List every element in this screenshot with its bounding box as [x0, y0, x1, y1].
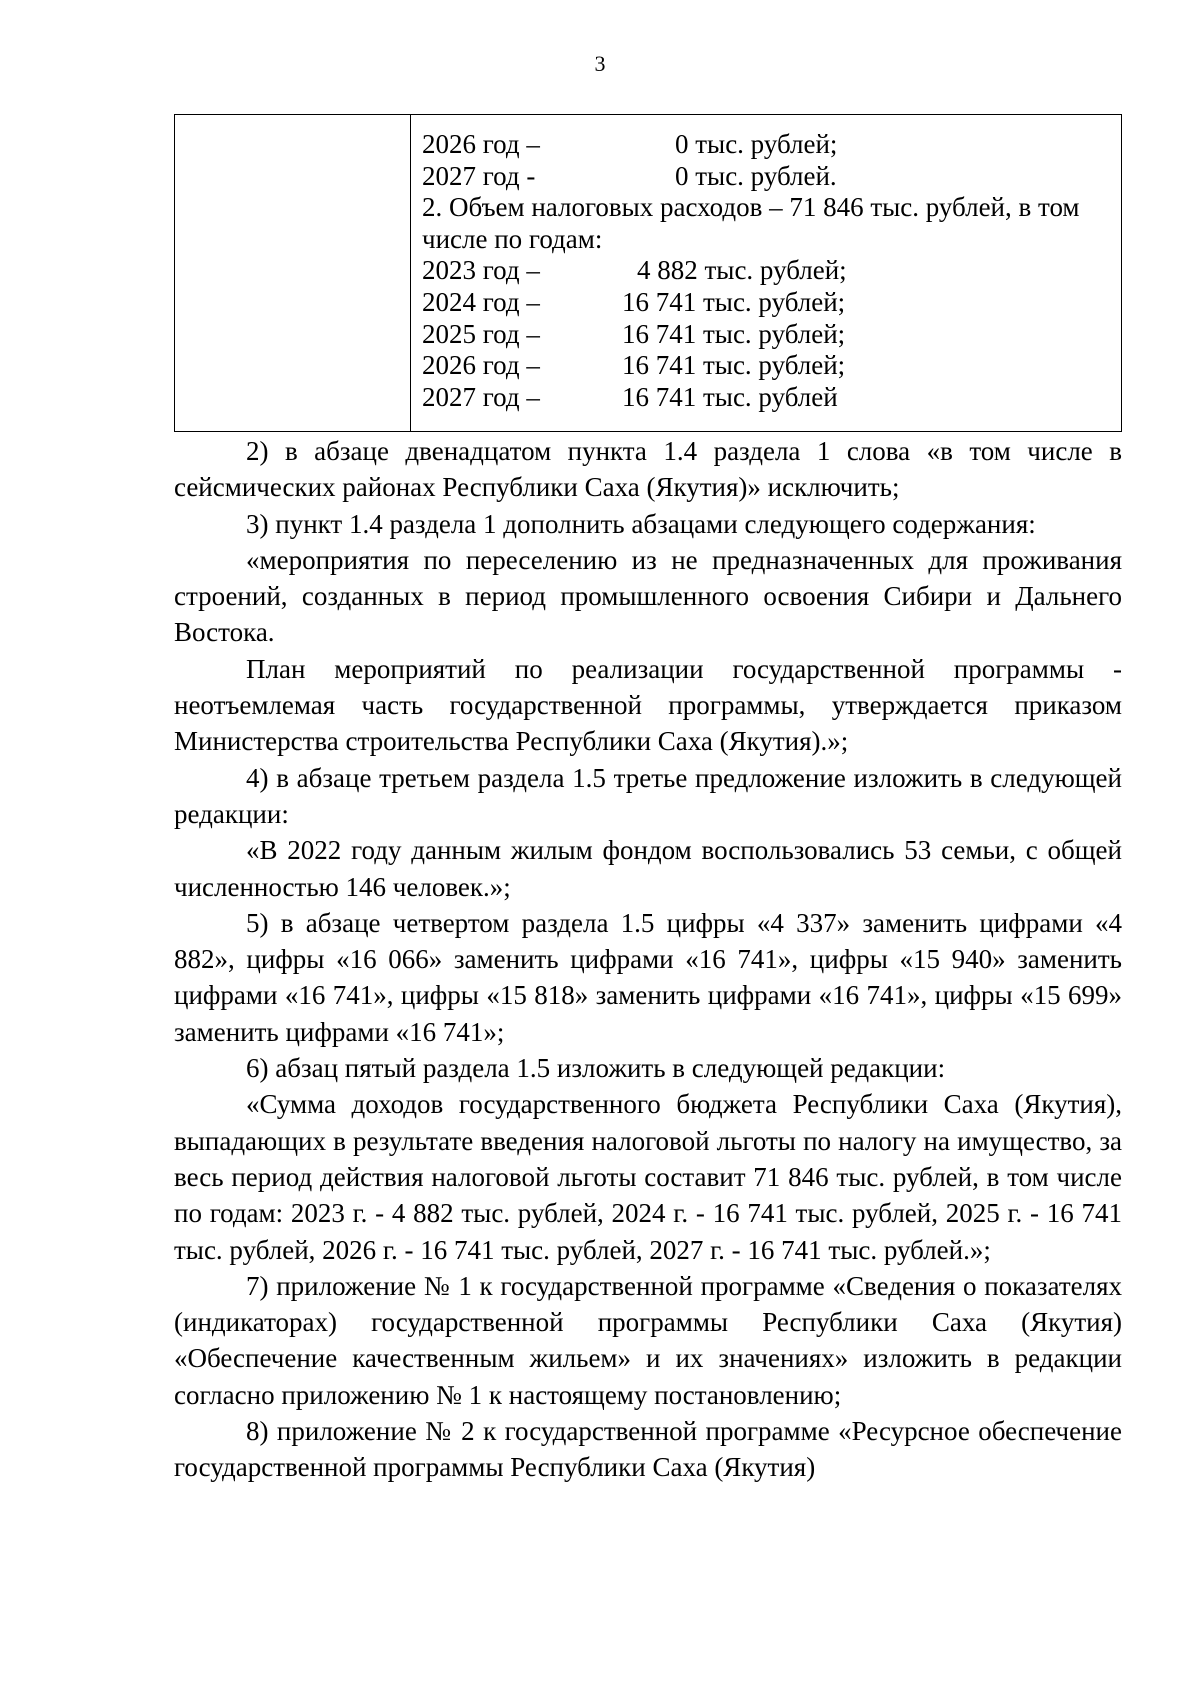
tax-year: 2025 год – — [422, 318, 540, 349]
tax-line — [422, 255, 1121, 287]
tax-amount: 4 882 тыс. рублей; — [637, 255, 847, 286]
amendment-paragraph: 7) приложение № 1 к государственной программе «Сведения о показателях (индикаторах) государственной программы Республики Саха (Якутия) «Обеспечение качественным жильем» и их значениях» изложить в редакции согласно приложению № 1 к настоящему постановлению; — [174, 1270, 1122, 1410]
amendment-paragraph: 2) в абзаце двенадцатом пункта 1.4 раздела 1 слова «в том числе в сейсмических районах Республики Саха (Якутия)» исключить; — [174, 436, 1122, 503]
amendment-paragraph: 3) пункт 1.4 раздела 1 дополнить абзацами следующего содержания: — [246, 508, 1036, 539]
table-row — [175, 115, 1122, 432]
quoted-paragraph: «В 2022 году данным жилым фондом воспользовались 53 семьи, с общей численностью 146 человек.»; — [174, 835, 1122, 902]
tax-expenditure-heading: 2. Объем налоговых расходов – 71 846 тыс. рублей, в том числе по годам: — [422, 192, 1080, 254]
tax-year: 2026 год – — [422, 350, 540, 381]
tax-line — [422, 287, 1121, 319]
budget-table — [174, 114, 1122, 432]
budget-line — [422, 129, 1121, 161]
budget-year: 2026 год – — [422, 129, 540, 159]
tax-year: 2023 год – — [422, 255, 540, 286]
tax-line — [422, 382, 1121, 414]
document-body — [174, 433, 1122, 1486]
table-left-cell — [175, 115, 411, 432]
amendment-paragraph: 4) в абзаце третьем раздела 1.5 третье предложение изложить в следующей редакции: — [174, 762, 1122, 829]
quoted-paragraph: «мероприятия по переселению из не предназначенных для проживания строений, созданных в период промышленного освоения Сибири и Дальнего Востока. — [174, 544, 1122, 648]
quoted-paragraph: План мероприятий по реализации государственной программы - неотъемлемая часть государственной программы, утверждается приказом Министерства строительства Республики Саха (Якутия).»; — [174, 653, 1122, 757]
tax-year: 2024 год – — [422, 286, 540, 317]
amendment-paragraph: 8) приложение № 2 к государственной программе «Ресурсное обеспечение государственной программы Республики Саха (Якутия) — [174, 1416, 1122, 1483]
budget-amount: 0 тыс. рублей. — [675, 160, 837, 191]
tax-amount: 16 741 тыс. рублей; — [622, 286, 846, 317]
tax-year: 2027 год – — [422, 381, 540, 412]
budget-year: 2027 год - — [422, 160, 536, 191]
budget-amount: 0 тыс. рублей; — [675, 129, 838, 159]
table-right-cell — [411, 115, 1122, 432]
tax-amount: 16 741 тыс. рублей — [622, 381, 838, 412]
page-number: 3 — [594, 51, 606, 76]
quoted-paragraph: «Сумма доходов государственного бюджета Республики Саха (Якутия), выпадающих в результате введения налоговой льготы по налогу на имущество, за весь период действия налоговой льготы составит 71 846 тыс. рублей, в том числе по годам: 2023 г. - 4 882 тыс. рублей, 2024 г. - 16 741 тыс. рублей, 2025 г. - 16 741 тыс. рублей, 2026 г. - 16 741 тыс. рублей, 2027 г. - 16 741 тыс. рублей.»; — [174, 1089, 1122, 1265]
tax-amount: 16 741 тыс. рублей; — [622, 318, 846, 349]
amendment-paragraph: 5) в абзаце четвертом раздела 1.5 цифры «4 337» заменить цифрами «4 882», цифры «16 066» заменить цифрами «16 741», цифры «15 940» заменить цифрами «16 741», цифры «15 818» заменить цифрами «16 741», цифры «15 699» заменить цифрами «16 741»; — [174, 907, 1122, 1047]
amendment-paragraph: 6) абзац пятый раздела 1.5 изложить в следующей редакции: — [246, 1053, 946, 1084]
budget-line — [422, 161, 1121, 193]
tax-line — [422, 319, 1121, 351]
tax-line — [422, 350, 1121, 382]
tax-amount: 16 741 тыс. рублей; — [622, 350, 846, 381]
